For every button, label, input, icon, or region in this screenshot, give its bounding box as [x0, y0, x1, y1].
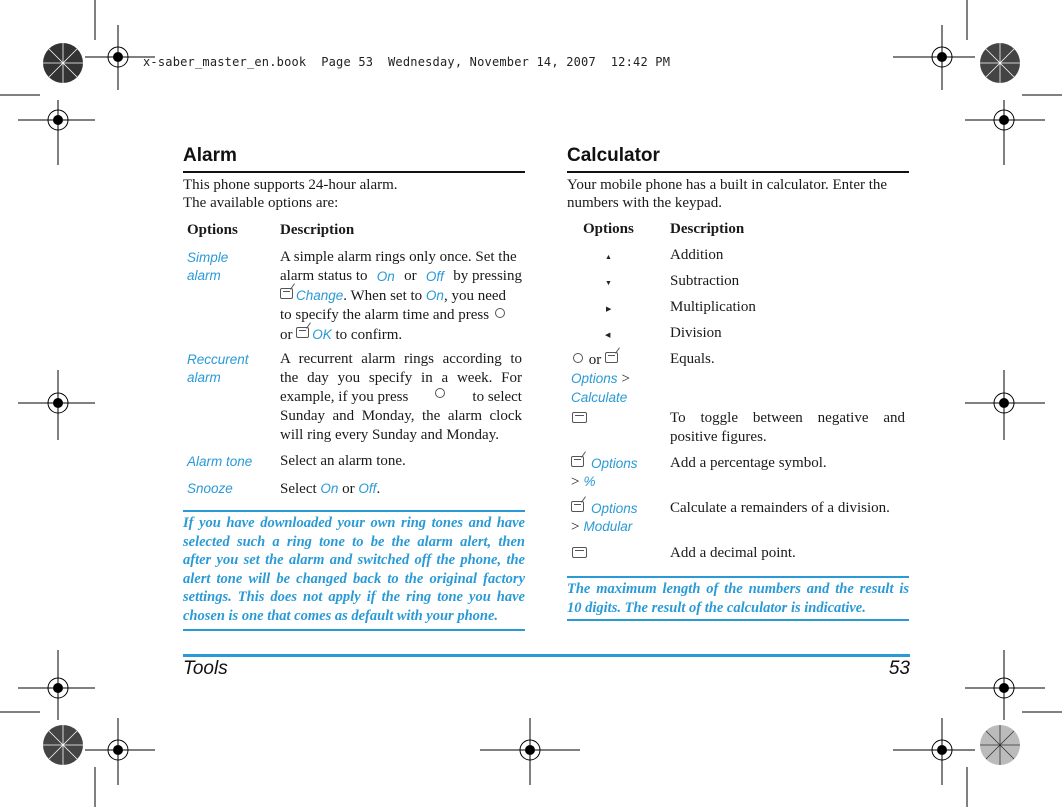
alarm-desc-tone: Select an alarm tone.	[280, 453, 406, 469]
down-triangle-icon: ▼	[605, 279, 612, 287]
ok-key-icon	[435, 388, 445, 398]
alarm-option-tone: Alarm tone	[187, 454, 253, 469]
alarm-desc-snooze: Select On or Off.	[280, 481, 381, 497]
calc-desc-decimal: Add a decimal point.	[670, 545, 796, 561]
calc-desc-equals: Equals.	[670, 351, 715, 367]
calc-desc-division: Division	[670, 325, 722, 341]
calc-desc-toggle: To toggle between negative and positive figures.	[670, 410, 905, 445]
alarm-desc-recurrent: A recurrent alarm rings according to the day you specify in a week. For example, if you press to select Sunday and Monday, the alarm clock will ring every Sunday and Monday.	[280, 351, 522, 443]
alarm-intro: This phone supports 24-hour alarm. The available options are:	[183, 177, 398, 211]
calc-desc-percent: Add a percentage symbol.	[670, 455, 827, 471]
alarm-title-rule	[183, 171, 525, 173]
softkey-icon	[571, 501, 584, 512]
calculator-title-rule	[567, 171, 909, 173]
softkey-icon	[605, 352, 618, 363]
footer-rule	[183, 654, 910, 657]
calc-col-description: Description	[670, 221, 745, 237]
calc-note-rule-top	[567, 576, 909, 578]
calc-desc-addition: Addition	[670, 247, 724, 263]
calc-note: The maximum length of the numbers and the result is 10 digits. The result of the calculator is indicative.	[567, 581, 909, 616]
alarm-col-description: Description	[280, 222, 355, 238]
calc-option-equals: or Options > Calculate	[571, 352, 630, 405]
softkey-icon	[296, 327, 309, 338]
calculator-intro: Your mobile phone has a built in calculator. Enter the numbers with the keypad.	[567, 177, 888, 211]
calc-note-rule-bottom	[567, 619, 909, 621]
footer-section: Tools	[183, 658, 228, 679]
hash-key-icon	[572, 411, 590, 429]
calc-col-options: Options	[583, 221, 634, 237]
alarm-col-options: Options	[187, 222, 238, 238]
left-triangle-icon: ◀	[605, 331, 611, 339]
calculator-title: Calculator	[567, 145, 660, 166]
alarm-option-snooze: Snooze	[187, 481, 233, 496]
softkey-icon	[571, 456, 584, 467]
right-triangle-icon: ▶	[606, 305, 612, 313]
calc-desc-multiplication: Multiplication	[670, 299, 756, 315]
alarm-option-simple: Simple alarm	[187, 250, 229, 283]
calc-desc-modular: Calculate a remainders of a division.	[670, 500, 890, 516]
alarm-desc-simple: A simple alarm rings only once. Set the alarm status to On or Off by pressing Change. When set to On, you need to specify the alarm time and press or OK to confirm.	[280, 249, 522, 343]
up-triangle-icon: ▲	[605, 253, 612, 261]
alarm-option-recurrent: Reccurent alarm	[187, 352, 249, 385]
calc-option-percent: Options > %	[571, 456, 638, 490]
alarm-title: Alarm	[183, 145, 237, 166]
calc-option-modular: Options > Modular	[571, 501, 638, 535]
page-number: 53	[888, 658, 910, 679]
alarm-note: If you have downloaded your own ring tones and have selected such a ring tone to be the alarm alert, then after you set the alarm and switched off the phone, the alert tone will be changed back to the original factory settings. This does not apply if the ring tone you have chosen is one that comes as default with your phone.	[183, 515, 525, 624]
calc-desc-subtraction: Subtraction	[670, 273, 740, 289]
star-key-icon	[572, 546, 590, 564]
alarm-note-rule-top	[183, 510, 525, 512]
softkey-icon	[280, 288, 293, 299]
ok-key-icon	[573, 353, 583, 363]
alarm-note-rule-bottom	[183, 629, 525, 631]
ok-key-icon	[495, 308, 505, 318]
book-header: x-saber_master_en.book Page 53 Wednesday, November 14, 2007 12:42 PM	[143, 55, 671, 69]
